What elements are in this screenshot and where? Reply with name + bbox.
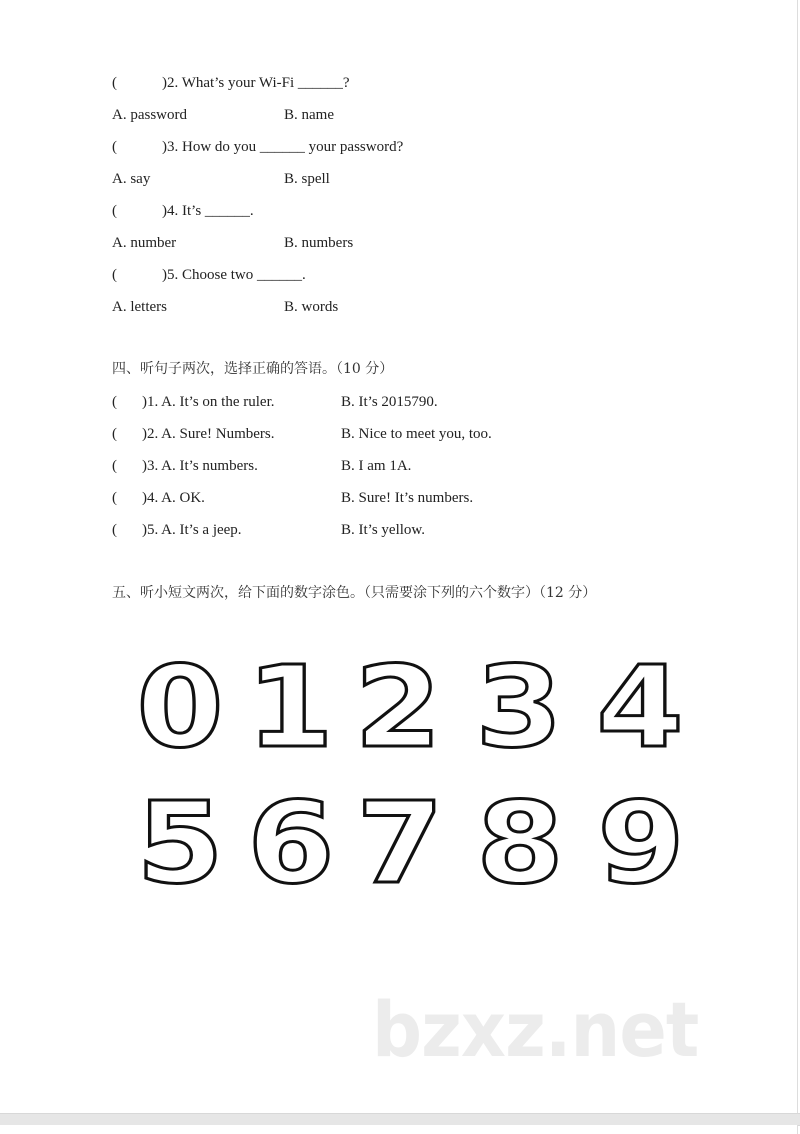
question-text: )2. What’s your Wi-Fi ______? [162, 75, 350, 91]
outline-digit: 7 [356, 779, 444, 909]
answer-bracket: ( [112, 267, 117, 283]
question-line [112, 457, 258, 475]
option-b: B. I am 1A. [341, 458, 412, 474]
answer-bracket: ( [112, 139, 117, 155]
question-line [112, 521, 242, 539]
option-b: B. spell [284, 171, 330, 187]
outline-digit: 5 [136, 779, 224, 909]
question-line [112, 138, 403, 156]
option-b: B. Sure! It’s numbers. [341, 490, 474, 506]
section4-title: 四、听句子两次，选择正确的答语。（10 分） [112, 361, 394, 377]
section5-title: 五、听小短文两次，给下面的数字涂色。（只需要涂下列的六个数字）（12 分） [112, 585, 597, 601]
option-a: A. letters [112, 299, 167, 315]
question-option-a: )1. A. It’s on the ruler. [142, 394, 275, 410]
question-option-a: )2. A. Sure! Numbers. [142, 426, 275, 442]
option-b: B. It’s yellow. [341, 522, 426, 538]
question-text: )5. Choose two ______. [162, 267, 306, 283]
question-line [112, 489, 205, 507]
question-line [112, 74, 350, 92]
option-a: A. password [112, 107, 187, 123]
outline-digit: 4 [596, 643, 684, 773]
option-a: A. say [112, 171, 151, 187]
question-line [112, 266, 306, 284]
answer-bracket: ( [112, 490, 117, 506]
answer-bracket: ( [112, 426, 117, 442]
option-b: B. name [284, 107, 334, 123]
outline-digit: 1 [246, 643, 334, 773]
outline-digit: 8 [476, 779, 564, 909]
answer-bracket: ( [112, 203, 117, 219]
outline-digit: 9 [597, 779, 685, 909]
option-b: B. numbers [284, 235, 354, 251]
outline-digit: 0 [136, 643, 224, 773]
answer-bracket: ( [112, 394, 117, 410]
question-text: )4. It’s ______. [162, 203, 254, 219]
watermark: bzxz.net [372, 985, 699, 1074]
option-b: B. It’s 2015790. [341, 394, 438, 410]
question-line [112, 425, 274, 443]
option-b: B. Nice to meet you, too. [341, 426, 492, 442]
question-option-a: )5. A. It’s a jeep. [142, 522, 242, 538]
question-line [112, 393, 274, 411]
question-option-a: )3. A. It’s numbers. [142, 458, 258, 474]
outline-digit: 6 [247, 779, 335, 909]
outline-digit: 3 [475, 643, 563, 773]
question-line [112, 202, 254, 220]
option-b: B. words [284, 299, 339, 315]
question-text: )3. How do you ______ your password? [162, 139, 404, 155]
next-page [0, 1125, 798, 1134]
answer-bracket: ( [112, 458, 117, 474]
answer-bracket: ( [112, 75, 117, 91]
answer-bracket: ( [112, 522, 117, 538]
option-a: A. number [112, 235, 177, 251]
outline-digit: 2 [354, 643, 442, 773]
question-option-a: )4. A. OK. [142, 490, 205, 506]
